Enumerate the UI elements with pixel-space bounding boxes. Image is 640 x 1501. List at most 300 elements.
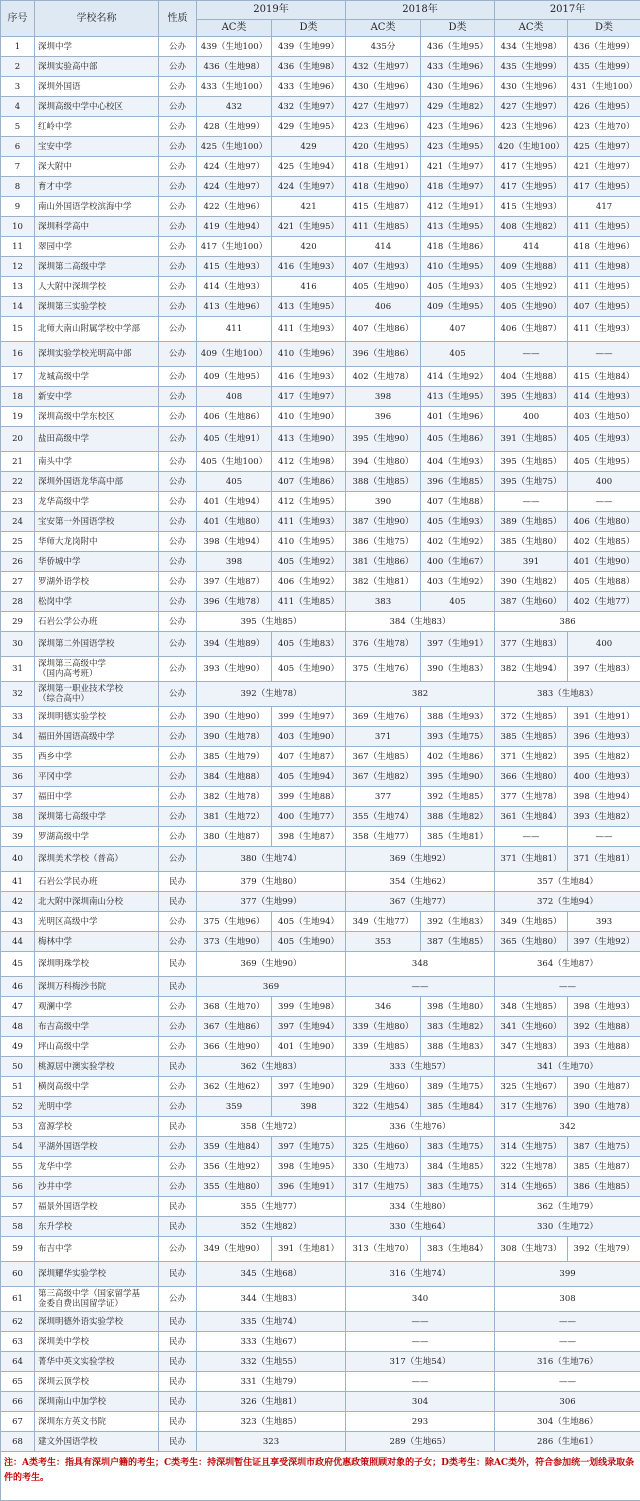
score-merged: 306 — [495, 1392, 640, 1412]
table-row — [1, 1077, 640, 1097]
score-ac: 413（生地96） — [197, 297, 272, 317]
table-row — [1, 1352, 640, 1372]
score-d: 402（生地85） — [568, 532, 640, 552]
school-kind: 公办 — [159, 157, 197, 177]
score-d: 397（生地94） — [272, 1017, 346, 1037]
school-name: 华侨城中学 — [35, 552, 159, 572]
row-index: 15 — [1, 317, 35, 342]
table-row — [1, 1332, 640, 1352]
row-index: 67 — [1, 1412, 35, 1432]
row-index: 10 — [1, 217, 35, 237]
score-ac: 369（生地76） — [346, 707, 421, 727]
score-merged: 386 — [495, 612, 640, 632]
score-d: 401（生地90） — [568, 552, 640, 572]
row-index: 5 — [1, 117, 35, 137]
score-ac: 432 — [197, 97, 272, 117]
school-kind: 公办 — [159, 932, 197, 952]
score-ac: 390（生地82） — [495, 572, 568, 592]
score-ac: 395（生地75） — [495, 472, 568, 492]
row-index: 26 — [1, 552, 35, 572]
school-name: 桃源居中澳实验学校 — [35, 1057, 159, 1077]
score-d: 385（生地81） — [421, 827, 495, 847]
score-d: 410（生地95） — [272, 532, 346, 552]
score-merged: 333（生地67） — [197, 1332, 346, 1352]
school-kind: 公办 — [159, 407, 197, 427]
score-ac: 314（生地75） — [495, 1137, 568, 1157]
table-header — [1, 1, 640, 37]
score-d: 435（生地99） — [568, 57, 640, 77]
score-ac: 396（生地86） — [346, 342, 421, 367]
score-d: 436（生地95） — [421, 37, 495, 57]
school-name: 深圳万科梅沙书院 — [35, 977, 159, 997]
school-name: 福景外国语学校 — [35, 1197, 159, 1217]
school-name: 深圳第三高级中学 （国内高考班） — [35, 657, 159, 682]
score-d: 392（生地88） — [568, 1017, 640, 1037]
row-index: 54 — [1, 1137, 35, 1157]
score-ac: 385（生地85） — [495, 727, 568, 747]
score-ac: 349（生地77） — [346, 912, 421, 932]
score-d: 429 — [272, 137, 346, 157]
score-ac: —— — [495, 827, 568, 847]
school-kind: 民办 — [159, 977, 197, 997]
school-kind: 公办 — [159, 632, 197, 657]
score-ac: 347（生地83） — [495, 1037, 568, 1057]
score-d: 432（生地97） — [272, 97, 346, 117]
score-d: 416 — [272, 277, 346, 297]
score-ac: 435（生地99） — [495, 57, 568, 77]
score-d: 398（生地87） — [272, 827, 346, 847]
table-row — [1, 767, 640, 787]
row-index: 65 — [1, 1372, 35, 1392]
score-ac: 377（生地78） — [495, 787, 568, 807]
score-d: 385（生地87） — [568, 1157, 640, 1177]
score-d: 405（生地83） — [272, 632, 346, 657]
table-row — [1, 57, 640, 77]
score-ac: 424（生地97） — [197, 157, 272, 177]
score-d: 423（生地70） — [568, 117, 640, 137]
score-merged: —— — [346, 1372, 495, 1392]
table-row — [1, 367, 640, 387]
score-merged: 372（生地94） — [495, 892, 640, 912]
score-d: 383（生地84） — [421, 1237, 495, 1262]
score-merged: —— — [495, 1372, 640, 1392]
score-d: 407（生地88） — [421, 492, 495, 512]
score-d: 417（生地97） — [272, 387, 346, 407]
score-ac: 322（生地78） — [495, 1157, 568, 1177]
score-ac: 313（生地70） — [346, 1237, 421, 1262]
table-row — [1, 157, 640, 177]
school-kind: 公办 — [159, 572, 197, 592]
score-d: 391（生地91） — [568, 707, 640, 727]
score-ac: 391 — [495, 552, 568, 572]
row-index: 4 — [1, 97, 35, 117]
score-ac: 411 — [197, 317, 272, 342]
score-d: 417 — [568, 197, 640, 217]
score-ac: 317（生地75） — [346, 1177, 421, 1197]
score-merged: 399 — [495, 1262, 640, 1287]
row-index: 30 — [1, 632, 35, 657]
score-ac: 368（生地70） — [197, 997, 272, 1017]
score-d: 431（生地100） — [568, 77, 640, 97]
score-ac: 395（生地85） — [495, 452, 568, 472]
school-kind: 公办 — [159, 1287, 197, 1312]
score-merged: 308 — [495, 1287, 640, 1312]
score-d: 411（生地98） — [568, 257, 640, 277]
score-d: 423（生地95） — [421, 137, 495, 157]
score-ac: 425（生地100） — [197, 137, 272, 157]
score-merged: 392（生地78） — [197, 682, 346, 707]
score-ac: 427（生地97） — [495, 97, 568, 117]
score-d: 400（生地77） — [272, 807, 346, 827]
score-merged: 326（生地81） — [197, 1392, 346, 1412]
score-d: 406（生地80） — [568, 512, 640, 532]
table-row — [1, 342, 640, 367]
school-kind: 公办 — [159, 1137, 197, 1157]
row-index: 13 — [1, 277, 35, 297]
school-name: 深圳实验学校光明高中部 — [35, 342, 159, 367]
school-name: 横岗高级中学 — [35, 1077, 159, 1097]
table-row — [1, 1197, 640, 1217]
school-name: 沙井中学 — [35, 1177, 159, 1197]
score-merged: 344（生地83） — [197, 1287, 346, 1312]
header-year-2019: 2019年 — [197, 1, 346, 20]
score-ac: 398（生地94） — [197, 532, 272, 552]
score-d: 392（生地79） — [568, 1237, 640, 1262]
table-row — [1, 682, 640, 707]
row-index: 11 — [1, 237, 35, 257]
score-ac: 420（生地95） — [346, 137, 421, 157]
score-d: 400（生地67） — [421, 552, 495, 572]
header-d-2017: D类 — [568, 20, 640, 37]
score-merged: 384（生地83） — [346, 612, 495, 632]
score-d: 436（生地98） — [272, 57, 346, 77]
score-ac: 391（生地85） — [495, 427, 568, 452]
score-ac: 367（生地82） — [346, 767, 421, 787]
score-d: 433（生地96） — [421, 57, 495, 77]
school-kind: 公办 — [159, 1017, 197, 1037]
score-merged: 377（生地99） — [197, 892, 346, 912]
score-d: 436（生地99） — [568, 37, 640, 57]
score-d: 405（生地94） — [272, 767, 346, 787]
score-ac: 362（生地62） — [197, 1077, 272, 1097]
score-ac: 427（生地97） — [346, 97, 421, 117]
school-name: 新安中学 — [35, 387, 159, 407]
score-d: 405（生地90） — [272, 932, 346, 952]
score-ac: 414 — [346, 237, 421, 257]
school-name: 平湖外国语学校 — [35, 1137, 159, 1157]
header-year-2017: 2017年 — [495, 1, 640, 20]
row-index: 8 — [1, 177, 35, 197]
row-index: 7 — [1, 157, 35, 177]
score-merged: 369（生地90） — [197, 952, 346, 977]
score-ac: 396 — [346, 407, 421, 427]
row-index: 45 — [1, 952, 35, 977]
score-d: 397（生地92） — [568, 932, 640, 952]
school-kind: 公办 — [159, 297, 197, 317]
score-d: 383（生地75） — [421, 1177, 495, 1197]
score-merged: 380（生地74） — [197, 847, 346, 872]
score-ac: 408（生地82） — [495, 217, 568, 237]
score-ac: 414 — [495, 237, 568, 257]
table-row — [1, 1237, 640, 1262]
score-ac: 381（生地86） — [346, 552, 421, 572]
school-kind: 公办 — [159, 787, 197, 807]
score-d: 398（生地95） — [272, 1157, 346, 1177]
school-name: 布吉中学 — [35, 1237, 159, 1262]
score-merged: —— — [495, 977, 640, 997]
school-name: 深圳美术学校（普高） — [35, 847, 159, 872]
score-ac: 415（生地87） — [346, 197, 421, 217]
score-d: 389（生地75） — [421, 1077, 495, 1097]
table-row — [1, 1157, 640, 1177]
score-ac: 361（生地84） — [495, 807, 568, 827]
header-index: 序号 — [1, 1, 35, 37]
table-row — [1, 1412, 640, 1432]
score-ac: 385（生地80） — [495, 532, 568, 552]
table-row — [1, 512, 640, 532]
row-index: 20 — [1, 427, 35, 452]
score-d: 423（生地96） — [421, 117, 495, 137]
score-ac: 430（生地96） — [346, 77, 421, 97]
row-index: 17 — [1, 367, 35, 387]
table-row — [1, 1432, 640, 1452]
score-ac: 396（生地78） — [197, 592, 272, 612]
school-name: 深圳云顶学校 — [35, 1372, 159, 1392]
header-ac-2019: AC类 — [197, 20, 272, 37]
score-merged: 355（生地77） — [197, 1197, 346, 1217]
school-name: 深圳科学高中 — [35, 217, 159, 237]
score-d: 430（生地96） — [421, 77, 495, 97]
row-index: 1 — [1, 37, 35, 57]
school-kind: 公办 — [159, 492, 197, 512]
score-d: 425（生地94） — [272, 157, 346, 177]
score-merged: —— — [495, 1312, 640, 1332]
score-d: 407（生地86） — [272, 472, 346, 492]
school-name: 红岭中学 — [35, 117, 159, 137]
school-kind: 公办 — [159, 682, 197, 707]
school-kind: 公办 — [159, 452, 197, 472]
school-name: 富源学校 — [35, 1117, 159, 1137]
score-d: 391（生地81） — [272, 1237, 346, 1262]
row-index: 56 — [1, 1177, 35, 1197]
score-d: 439（生地99） — [272, 37, 346, 57]
school-kind: 公办 — [159, 1077, 197, 1097]
score-merged: 369 — [197, 977, 346, 997]
score-merged: —— — [346, 1312, 495, 1332]
table-row — [1, 472, 640, 492]
score-d: 399（生地88） — [272, 787, 346, 807]
row-index: 6 — [1, 137, 35, 157]
school-kind: 公办 — [159, 912, 197, 932]
score-ac: 434（生地98） — [495, 37, 568, 57]
school-kind: 公办 — [159, 367, 197, 387]
table-row — [1, 872, 640, 892]
score-d: 397（生地75） — [272, 1137, 346, 1157]
score-merged: 286（生地61） — [495, 1432, 640, 1452]
table-row — [1, 1137, 640, 1157]
score-merged: 354（生地62） — [346, 872, 495, 892]
school-name: 深圳高级中学中心校区 — [35, 97, 159, 117]
row-index: 42 — [1, 892, 35, 912]
score-d: 392（生地83） — [421, 912, 495, 932]
score-d: 385（生地84） — [421, 1097, 495, 1117]
score-ac: 388（生地85） — [346, 472, 421, 492]
row-index: 47 — [1, 997, 35, 1017]
school-name: 福田中学 — [35, 787, 159, 807]
school-kind: 民办 — [159, 1117, 197, 1137]
row-index: 44 — [1, 932, 35, 952]
score-ac: —— — [495, 342, 568, 367]
score-d: 426（生地95） — [568, 97, 640, 117]
school-name: 华师大龙岗附中 — [35, 532, 159, 552]
score-ac: 417（生地100） — [197, 237, 272, 257]
score-d: 401（生地96） — [421, 407, 495, 427]
score-d: 407 — [421, 317, 495, 342]
score-ac: 339（生地85） — [346, 1037, 421, 1057]
school-name: 深圳高级中学东校区 — [35, 407, 159, 427]
score-ac: 377 — [346, 787, 421, 807]
school-kind: 公办 — [159, 317, 197, 342]
school-name: 罗湖高级中学 — [35, 827, 159, 847]
score-merged: 364（生地87） — [495, 952, 640, 977]
score-ac: 317（生地76） — [495, 1097, 568, 1117]
row-index: 58 — [1, 1217, 35, 1237]
score-ac: 349（生地90） — [197, 1237, 272, 1262]
table-row — [1, 892, 640, 912]
school-kind: 公办 — [159, 532, 197, 552]
table-row — [1, 1312, 640, 1332]
score-d: 392（生地85） — [421, 787, 495, 807]
score-d: 393（生地75） — [421, 727, 495, 747]
school-kind: 公办 — [159, 747, 197, 767]
score-ac: 405（生地90） — [346, 277, 421, 297]
score-ac: 401（生地94） — [197, 492, 272, 512]
score-ac: 422（生地96） — [197, 197, 272, 217]
school-name: 松岗中学 — [35, 592, 159, 612]
school-name: 罗湖外语学校 — [35, 572, 159, 592]
school-kind: 民办 — [159, 1412, 197, 1432]
header-kind: 性质 — [159, 1, 197, 37]
score-ac: 380（生地87） — [197, 827, 272, 847]
score-merged: 304 — [346, 1392, 495, 1412]
table-row — [1, 317, 640, 342]
row-index: 9 — [1, 197, 35, 217]
score-merged: 345（生地68） — [197, 1262, 346, 1287]
score-d: 421（生地95） — [272, 217, 346, 237]
score-d: 412（生地98） — [272, 452, 346, 472]
school-kind: 公办 — [159, 137, 197, 157]
row-index: 49 — [1, 1037, 35, 1057]
table-row — [1, 632, 640, 657]
score-ac: 339（生地80） — [346, 1017, 421, 1037]
school-name: 深圳耀华实验学校 — [35, 1262, 159, 1287]
table-row — [1, 592, 640, 612]
score-d: 406（生地92） — [272, 572, 346, 592]
score-d: 402（生地92） — [421, 532, 495, 552]
score-d: 390（生地87） — [568, 1077, 640, 1097]
score-d: 420 — [272, 237, 346, 257]
table-row — [1, 297, 640, 317]
score-ac: 359 — [197, 1097, 272, 1117]
score-ac: 346 — [346, 997, 421, 1017]
score-ac: 432（生地97） — [346, 57, 421, 77]
row-index: 62 — [1, 1312, 35, 1332]
school-kind: 民办 — [159, 1352, 197, 1372]
school-kind: 公办 — [159, 1037, 197, 1057]
score-d: 417（生地95） — [568, 177, 640, 197]
school-name: 南头中学 — [35, 452, 159, 472]
score-ac: 417（生地95） — [495, 177, 568, 197]
score-d: 411（生地95） — [568, 277, 640, 297]
score-d: 395（生地82） — [568, 747, 640, 767]
score-merged: 379（生地80） — [197, 872, 346, 892]
score-ac: 366（生地80） — [495, 767, 568, 787]
school-name: 人大附中深圳学校 — [35, 277, 159, 297]
score-d: 412（生地95） — [272, 492, 346, 512]
score-ac: 322（生地54） — [346, 1097, 421, 1117]
row-index: 27 — [1, 572, 35, 592]
score-ac: 409（生地100） — [197, 342, 272, 367]
school-name: 坪山高级中学 — [35, 1037, 159, 1057]
school-name: 宝安中学 — [35, 137, 159, 157]
score-merged: 293 — [346, 1412, 495, 1432]
score-ac: 395（生地83） — [495, 387, 568, 407]
score-merged: 335（生地74） — [197, 1312, 346, 1332]
score-merged: —— — [495, 1332, 640, 1352]
score-merged: 369（生地92） — [346, 847, 495, 872]
score-d: 412（生地91） — [421, 197, 495, 217]
school-name: 石岩公学民办班 — [35, 872, 159, 892]
score-ac: 420（生地100） — [495, 137, 568, 157]
score-d: —— — [568, 342, 640, 367]
row-index: 31 — [1, 657, 35, 682]
row-index: 66 — [1, 1392, 35, 1412]
school-kind: 公办 — [159, 97, 197, 117]
school-name: 龙城高级中学 — [35, 367, 159, 387]
table-row — [1, 77, 640, 97]
score-ac: 371（生地82） — [495, 747, 568, 767]
row-index: 38 — [1, 807, 35, 827]
score-merged: 348 — [346, 952, 495, 977]
score-d: 397（生地83） — [568, 657, 640, 682]
row-index: 63 — [1, 1332, 35, 1352]
header-d-2018: D类 — [421, 20, 495, 37]
school-kind: 公办 — [159, 117, 197, 137]
score-ac: 395（生地90） — [346, 427, 421, 452]
score-ac: 382（生地78） — [197, 787, 272, 807]
score-d: 396（生地93） — [568, 727, 640, 747]
score-ac: 400 — [495, 407, 568, 427]
score-d: 410（生地90） — [272, 407, 346, 427]
table-row — [1, 217, 640, 237]
table-row — [1, 1057, 640, 1077]
score-d: 396（生地91） — [272, 1177, 346, 1197]
table-row — [1, 117, 640, 137]
school-name: 建文外国语学校 — [35, 1432, 159, 1452]
score-d: 388（生地83） — [421, 1037, 495, 1057]
score-ac: 409（生地95） — [197, 367, 272, 387]
score-d: 398（生地80） — [421, 997, 495, 1017]
score-ac: 375（生地76） — [346, 657, 421, 682]
school-name: 西乡中学 — [35, 747, 159, 767]
score-d: 405（生地90） — [272, 657, 346, 682]
table-row — [1, 427, 640, 452]
school-name: 盐田高级中学 — [35, 427, 159, 452]
school-kind: 公办 — [159, 197, 197, 217]
score-merged: 304（生地86） — [495, 1412, 640, 1432]
score-merged: 341（生地70） — [495, 1057, 640, 1077]
school-name: 平冈中学 — [35, 767, 159, 787]
